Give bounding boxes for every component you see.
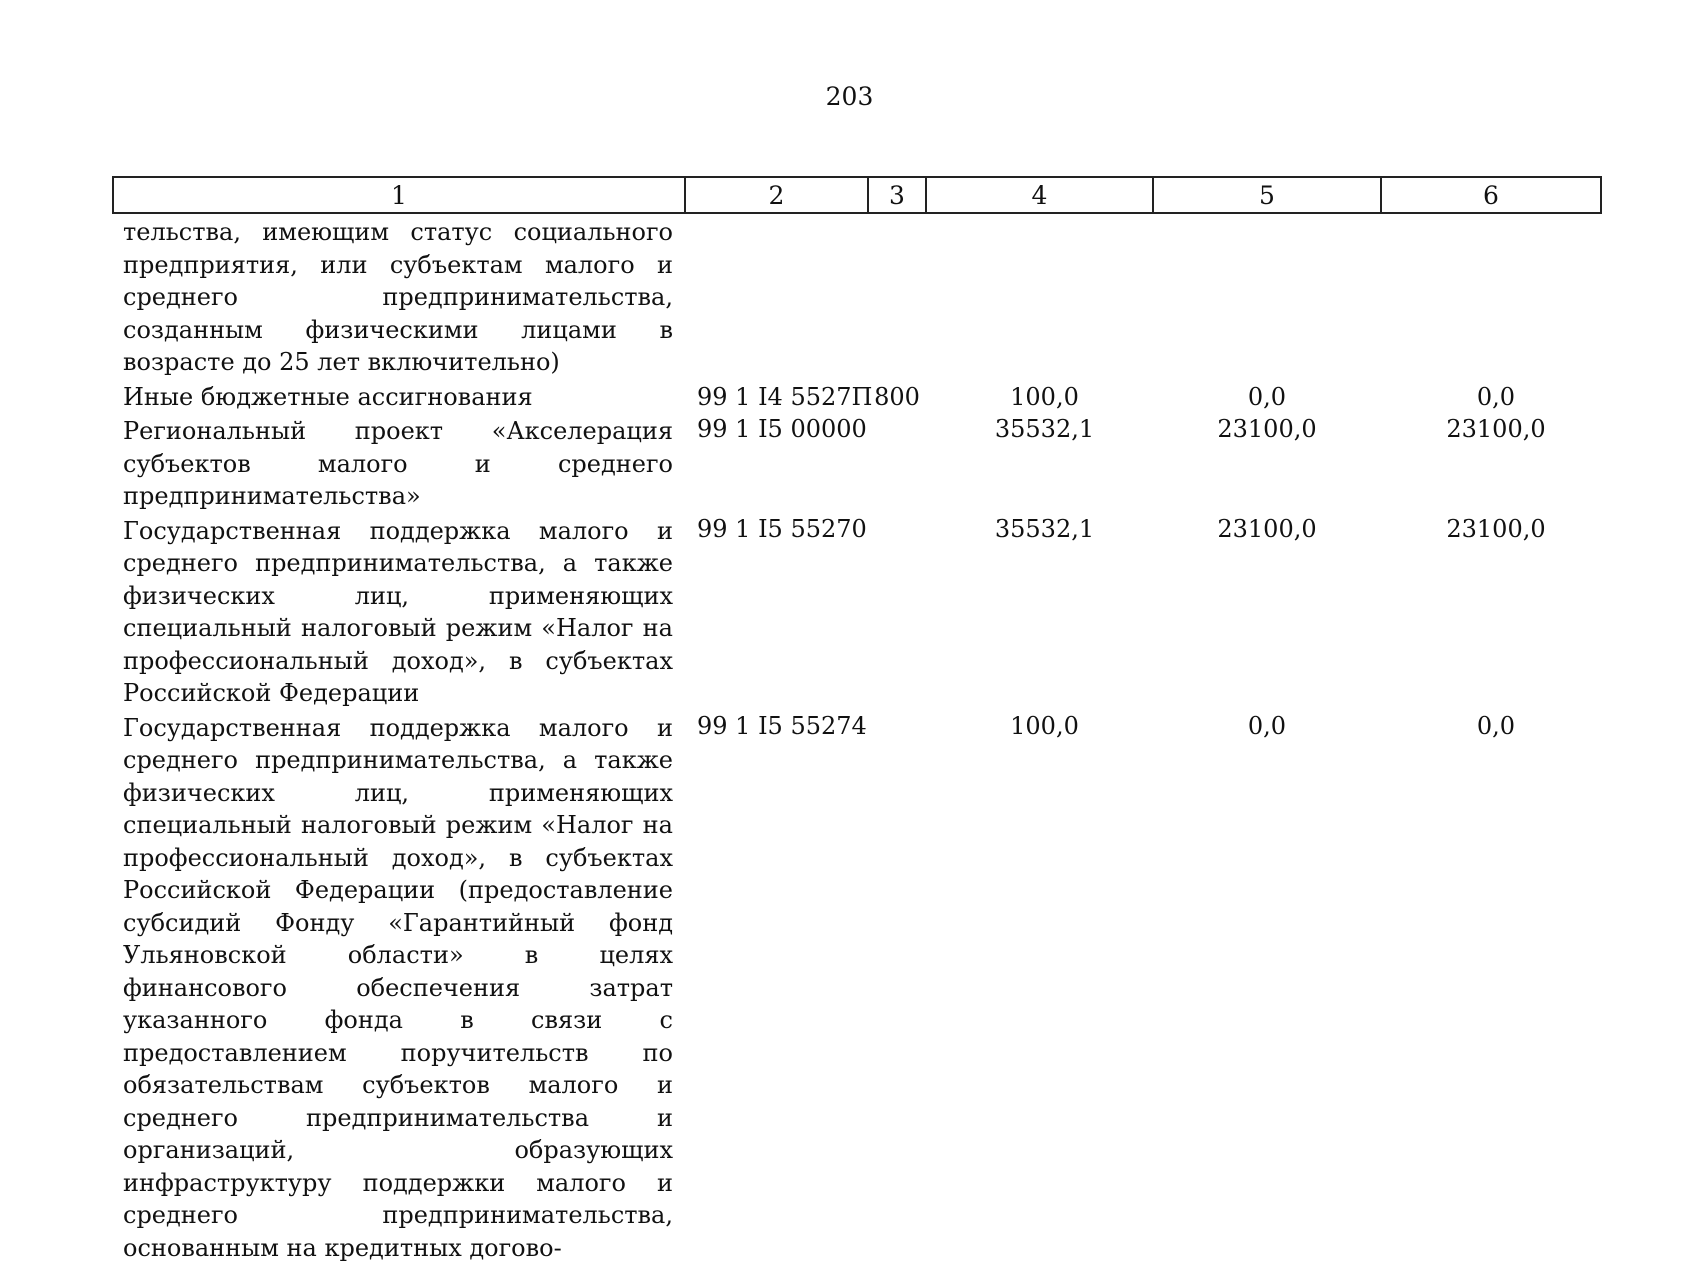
- row-type: 800: [868, 379, 926, 414]
- row-description: Государственная поддержка малого и среднего предпринимательства, а также физических лиц, применяющих специальный налоговый режим «Налог на профессиональный доход», в субъектах Российской Федерации (предоставление субсидий Фонду «Гарантийный фонд Ульяновской области» в целях финансового обеспечения затрат указанного фонда в связи с предоставлением поручительств по обязательствам субъектов малого и среднего предпринимательства и организаций, образующих инфраструктуру поддержки малого и среднего предпринимательства, основанным на кредитных догово-: [113, 710, 685, 1264]
- row-type: [868, 413, 926, 513]
- column-header-5: 5: [1153, 177, 1381, 213]
- row-value-3: [1381, 213, 1601, 379]
- row-code: 99 1 I5 55274: [685, 710, 868, 1264]
- row-description: тельства, имеющим статус социального предприятия, или субъектам малого и среднего предпринимательства, созданным физическими лицами в возрасте до 25 лет включительно): [113, 213, 685, 379]
- row-description: Государственная поддержка малого и среднего предпринимательства, а также физических лиц, применяющих специальный налоговый режим «Налог на профессиональный доход», в субъектах Российской Федерации: [113, 513, 685, 710]
- row-value-2: 23100,0: [1153, 513, 1381, 710]
- column-number-row: [113, 177, 1601, 213]
- row-type: [868, 513, 926, 710]
- column-header-1: 1: [113, 177, 685, 213]
- row-value-1: 100,0: [926, 379, 1153, 414]
- row-value-3: 23100,0: [1381, 513, 1601, 710]
- row-value-2: 0,0: [1153, 710, 1381, 1264]
- row-description: Региональный проект «Акселерация субъектов малого и среднего предпринимательства»: [113, 413, 685, 513]
- row-value-3: 23100,0: [1381, 413, 1601, 513]
- row-value-1: 35532,1: [926, 513, 1153, 710]
- row-value-2: 0,0: [1153, 379, 1381, 414]
- table-row: [113, 710, 1601, 1264]
- table-row: [113, 413, 1601, 513]
- table-row: [113, 513, 1601, 710]
- column-header-2: 2: [685, 177, 868, 213]
- table-row: [113, 379, 1601, 414]
- row-code: 99 1 I5 00000: [685, 413, 868, 513]
- row-description: Иные бюджетные ассигнования: [113, 379, 685, 414]
- row-code: 99 1 I4 5527П: [685, 379, 868, 414]
- column-header-6: 6: [1381, 177, 1601, 213]
- row-value-3: 0,0: [1381, 710, 1601, 1264]
- column-header-4: 4: [926, 177, 1153, 213]
- budget-table: [112, 176, 1602, 1264]
- table-row: [113, 213, 1601, 379]
- row-type: [868, 710, 926, 1264]
- row-value-3: 0,0: [1381, 379, 1601, 414]
- row-value-1: 35532,1: [926, 413, 1153, 513]
- row-value-2: [1153, 213, 1381, 379]
- page-number: 203: [0, 82, 1699, 111]
- row-value-1: [926, 213, 1153, 379]
- row-value-2: 23100,0: [1153, 413, 1381, 513]
- row-code: 99 1 I5 55270: [685, 513, 868, 710]
- row-code: [685, 213, 868, 379]
- row-type: [868, 213, 926, 379]
- column-header-3: 3: [868, 177, 926, 213]
- row-value-1: 100,0: [926, 710, 1153, 1264]
